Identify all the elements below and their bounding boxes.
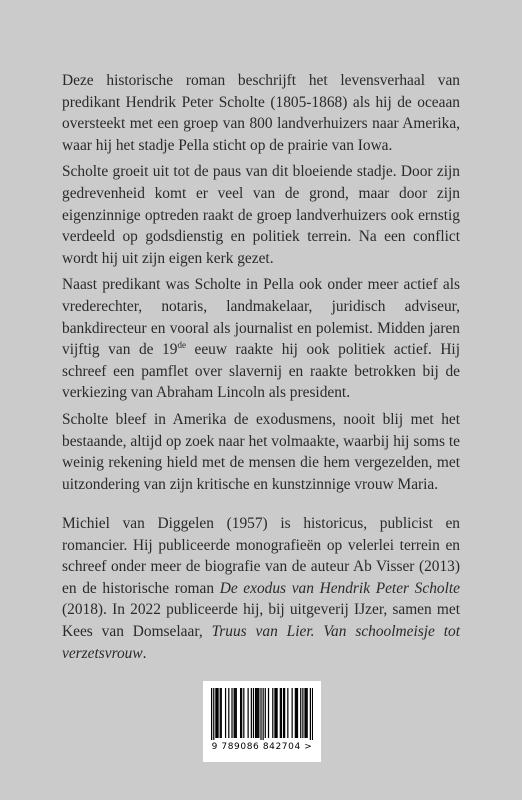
barcode-bar [256, 688, 257, 738]
barcode-bar [307, 688, 308, 738]
barcode-bar [263, 688, 264, 740]
barcode-bar [221, 688, 222, 738]
barcode-bar [297, 688, 298, 738]
barcode-bar [312, 688, 313, 740]
barcode-bar [284, 688, 285, 738]
author-bio-paragraph [62, 513, 460, 664]
barcode-bar [253, 688, 254, 738]
barcode-bar [260, 688, 261, 740]
bio-text: (2018). In 2022 publiceerde hij, bij uitgeverij IJzer, samen met Kees van Domselaar, [62, 601, 460, 640]
barcode-bar [211, 688, 212, 740]
blurb-paragraph [62, 161, 460, 269]
barcode-bars-icon [211, 688, 313, 740]
barcode-bar [275, 688, 276, 738]
barcode-bar [255, 688, 256, 738]
book-title: Truus van Lier. Van schoolmeisje tot verzetsvrouw [62, 622, 460, 662]
barcode-bar [235, 688, 236, 738]
blurb-text: eeuw raakte hij ook politiek actief. Hij schreef een pamflet over slavernij en raakte betrokken bij de verkiezing van Abraham Lincoln als president. [62, 341, 460, 402]
bio-text: . [142, 644, 147, 662]
barcode-bar [265, 688, 266, 738]
barcode-bar [305, 688, 306, 738]
barcode-bar [228, 688, 229, 738]
blurb-text: Naast predikant was Scholte in Pella ook onder meer actief als vrederechter, notaris, landmakelaar, juridisch adviseur, bankdirecteur en vooral als journalist en polemist. Midden jaren vijftig van de 19 [62, 276, 460, 359]
barcode-bar [295, 688, 296, 738]
barcode-bar [292, 688, 293, 738]
barcode-bar [231, 688, 232, 738]
barcode-bar [225, 688, 226, 738]
barcode-bar [296, 688, 297, 738]
barcode-bar [257, 688, 258, 738]
author-bio [62, 513, 460, 664]
barcode-bar [310, 688, 311, 740]
barcode-bar [216, 688, 217, 738]
barcode-bar [276, 688, 277, 738]
book-title: De exodus van Hendrik Peter Scholte [219, 579, 460, 597]
isbn-number: 9 789086 842704 > [211, 742, 313, 752]
barcode-bar [302, 688, 303, 738]
barcode-bar [234, 688, 235, 738]
barcode-bar [217, 688, 218, 738]
barcode-bar [274, 688, 275, 738]
barcode-bar [220, 688, 221, 738]
barcode-bar [248, 688, 249, 738]
barcode-bar [268, 688, 269, 738]
barcode-bar [241, 688, 242, 738]
barcode-bar [240, 688, 241, 738]
barcode-bar [215, 688, 216, 738]
barcode-bar [281, 688, 282, 738]
barcode-bar [213, 688, 214, 740]
barcode-bar [251, 688, 252, 738]
blurb-paragraph: Deze historische roman beschrijft het levensverhaal van predikant Hendrik Peter Scholte (1805-1868) als hij de oceaan oversteekt met een groep van 800 landverhuizers naar Amerika, waar hij het stadje Pella sticht op de prairie van Iowa. [62, 72, 460, 154]
blurb-text: Scholte groeit uit tot de paus van dit bloeiende stadje. Door zijn gedrevenheid komt er veel van de grond, maar door zijn eigenzinnige optreden raakt de groep landverhuizers ook ernstig verdeeld op godsdienstig en politiek terrein. Na een conflict wordt hij uit zijn eigen kerk gezet. [62, 163, 460, 267]
barcode-bar [287, 688, 288, 738]
barcode-bar [283, 688, 284, 738]
blurb-paragraph [62, 274, 460, 404]
barcode-bar [304, 688, 305, 738]
book-blurb [62, 70, 460, 500]
barcode-bar [243, 688, 244, 738]
barcode-bar [258, 688, 259, 738]
barcode-bar [272, 688, 273, 738]
isbn-barcode [203, 681, 321, 762]
barcode-bar [300, 688, 301, 738]
barcode-bar [236, 688, 237, 738]
superscript-ordinal: de [177, 340, 186, 351]
bio-text: Michiel van Diggelen (1957) is historicus, publicist en romancier. Hij publiceerde monografieën op velerlei terrein en schreef onder meer de biografie van de auteur Ab Visser (2013) en de historische roman [62, 515, 460, 597]
barcode-bar [280, 688, 281, 738]
blurb-paragraph: Scholte bleef in Amerika de exodusmens, nooit blij met het bestaande, altijd op zoek naar het volmaakte, waarbij hij soms te weinig rekening hield met de mensen die hem vergezelden, met uitzondering van zijn kritische en kunstzinnige vrouw Maria. [62, 410, 460, 493]
